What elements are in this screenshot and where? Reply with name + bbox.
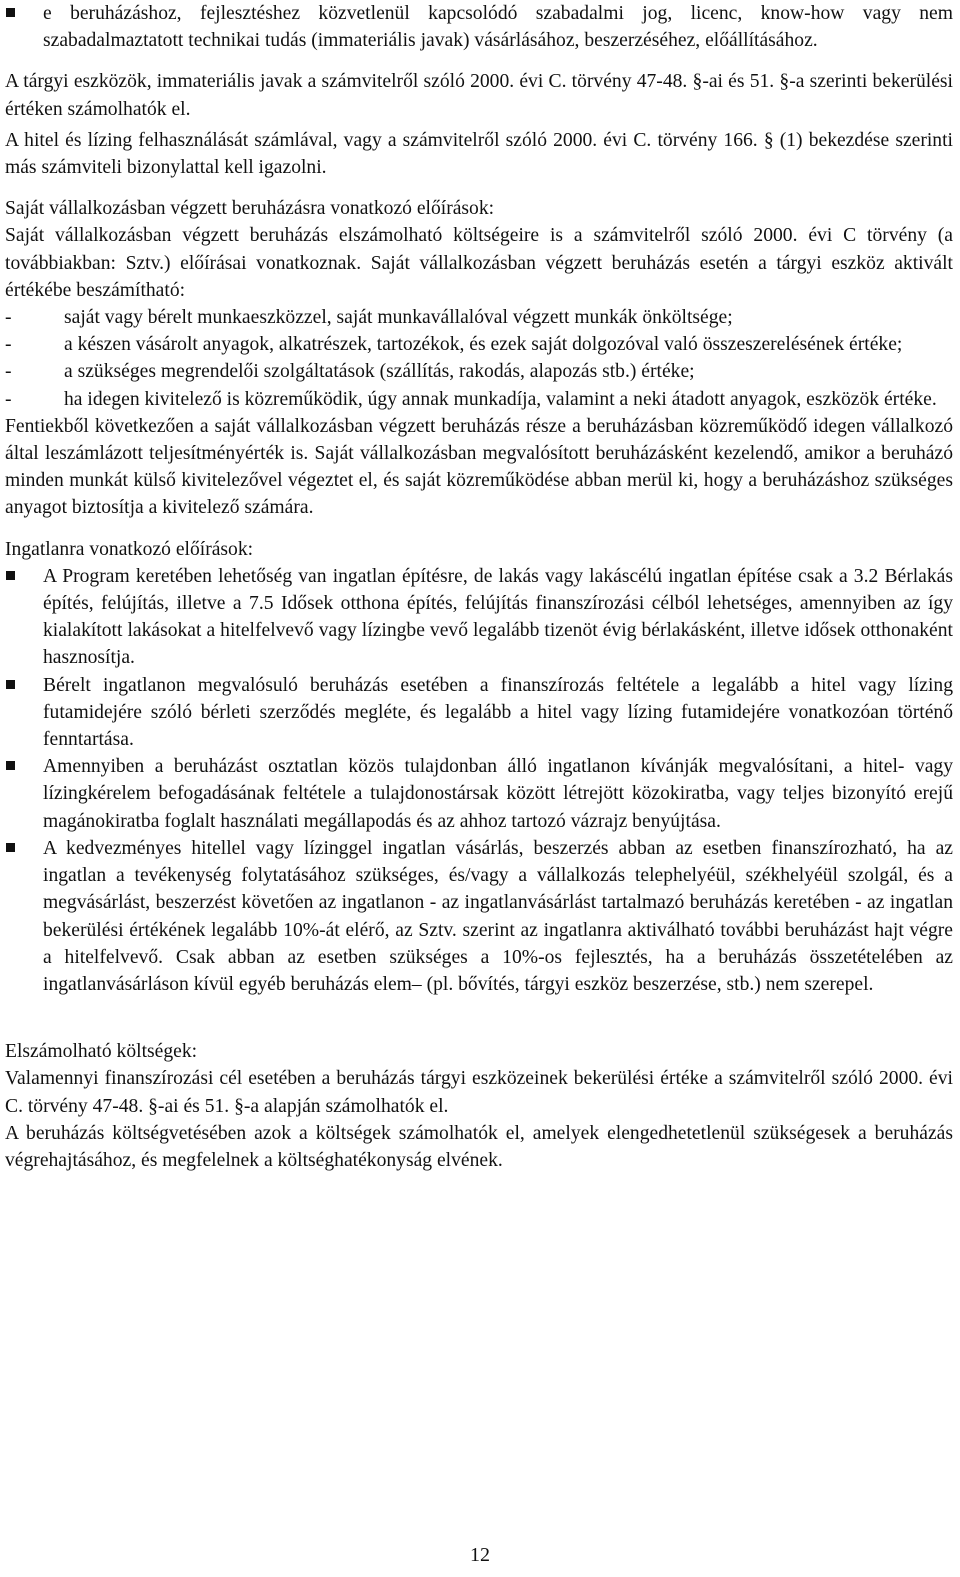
eligible-costs-paragraph: Valamennyi finanszírozási cél esetében a beruházás tárgyi eszközeinek bekerülési értéke a számvitelről szóló 2000. évi C. törvény 47-48. §-ai és 51. §-a alapján számolhatók el. (5, 1068, 953, 1117)
eligible-costs-heading: Elszámolható költségek: (5, 1041, 198, 1063)
dash-list-item: - ha idegen kivitelező is közreműködik, úgy annak munkadíja, valamint a neki átadott anyagok, eszközök értéke. (5, 388, 937, 410)
intangible-assets-bullet: e beruházáshoz, fejlesztéshez közvetlenül kapcsolódó szabadalmi jog, licenc, know-how vagy nem szabadalmaztatott technikai tudás (immateriális javak) vásárlásához, beszerzéséhez, előállításához. (5, 0, 953, 54)
page-number: 12 (470, 1544, 490, 1566)
real-estate-bullet: A kedvezményes hitellel vagy lízinggel ingatlan vásárlás, beszerzés abban az esetben finanszírozható, ha az ingatlan a tevékenység folytatásához szükséges, és/vagy a vállalkozás telephelyéül, székhelyéül szolgál, és a megvásárlást, beszerzést követően az ingatlanon - az ingatlanvásárlást tartalmazó beruházás keretében - az ingatlan bekerülési értékének legalább 10%-át elérő, az Sztv. szerint az ingatlanra aktiválható további beruházást hajt végre a hitelfelvevő. Csak abban az esetben szükséges a 10%-os fejlesztés, ha a beruházás összetételében az ingatlanvásárláson kívül egyéb beruházás elem– (pl. bővítés, tárgyi eszköz beszerzése, stb.) nem szerepel. (5, 835, 953, 998)
real-estate-bullet: Amennyiben a beruházást osztatlan közös tulajdonban álló ingatlanon kívánják megvalósítani, a hitel- vagy lízingkérelem befogadásának feltétele a tulajdonostársak között létrejött közokiratba, vagy teljes bizonyító erejű magánokiratba foglalt használati megállapodás és az ahhoz tartozó vázrajz benyújtása. (5, 753, 953, 835)
real-estate-bullet: A Program keretében lehetőség van ingatlan építésre, de lakás vagy lakáscélú ingatlan építése csak a 3.2 Bérlakás építés, felújítás, illetve a 7.5 Idősek otthona építés, felújítás finanszírozási célból lehetséges, amennyiben az így kialakított lakásokat a hitelfelvevő vagy lízingbe vevő legalább tizenöt évig bérlakásként, illetve idősek otthonaként hasznosítja. (5, 563, 953, 672)
dash-list-item: - saját vagy bérelt munkaeszközzel, saját munkavállalóval végzett munkák önköltsége; (5, 307, 733, 329)
dash-list-item: - a szükséges megrendelői szolgáltatások (szállítás, rakodás, alapozás stb.) értéke; (5, 361, 695, 383)
eligible-costs-paragraph: A beruházás költségvetésében azok a költségek számolhatók el, amelyek elengedhetetlenül szükségesek a beruházás végrehajtásához, és megfelelnek a költséghatékonyság elvének. (5, 1122, 953, 1171)
own-investment-heading: Saját vállalkozásban végzett beruházásra vonatkozó előírások: (5, 198, 495, 220)
real-estate-heading: Ingatlanra vonatkozó előírások: (5, 538, 254, 560)
real-estate-bullet: Bérelt ingatlanon megvalósuló beruházás esetében a finanszírozás feltétele a legalább a hitel vagy lízing futamidejére szóló bérleti szerződés megléte, és legalább a hitel vagy lízing futamidejére vonatkozóan történő fenntartása. (5, 672, 953, 754)
credit-proof-paragraph: A hitel és lízing felhasználását számlával, vagy a számvitelről szóló 2000. évi C. törvény 166. § (1) bekezdése szerinti más számviteli bizonylattal kell igazolni. (5, 129, 953, 179)
document-page (5, 0, 953, 1174)
valuation-paragraph: A tárgyi eszközök, immateriális javak a számvitelről szóló 2000. évi C. törvény 47-48. §-ai és 51. §-a szerinti bekerülési értéken számolhatók el. (5, 71, 953, 120)
dash-list-item: - a készen vásárolt anyagok, alkatrészek, tartozékok, és ezek saját dolgozóval való összeszerelésének értéke; (5, 334, 903, 356)
own-investment-intro: Saját vállalkozásban végzett beruházás elszámolható költségeire is a számvitelről szóló 2000. évi C törvény (a továbbiakban: Sztv.) előírásai vonatkoznak. Saját vállalkozásban végzett beruházás esetén a tárgyi eszköz aktivált értékébe beszámítható: (5, 225, 953, 301)
own-investment-closing: Fentiekből következően a saját vállalkozásban végzett beruházás része a beruházásban közreműködő idegen vállalkozó által leszámlázott teljesítményérték is. Saját vállalkozásban megvalósított beruházásként kezelendő, amikor a beruházó minden munkát külső kivitelezővel végeztet el, és saját közreműködése abban merül ki, hogy a beruházáshoz szükséges anyagot biztosítja a kivitelező számára. (5, 415, 953, 519)
